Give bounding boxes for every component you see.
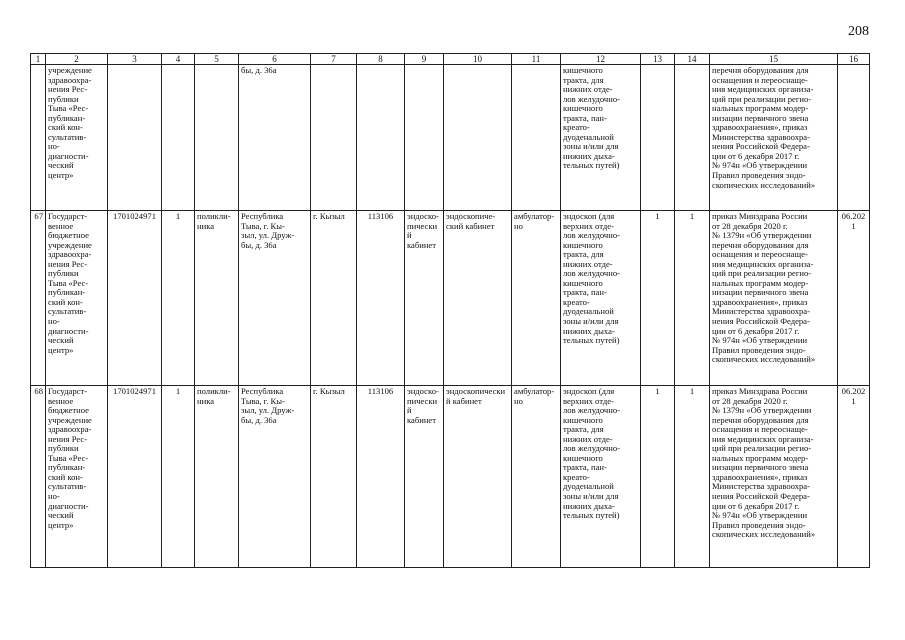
table-cell-col-14: [675, 211, 710, 386]
cell-text: эндоскопический кабинет: [446, 386, 506, 406]
cell-text: 1: [655, 386, 660, 396]
page-number: 208: [848, 24, 869, 39]
cell-text: 06.2021: [841, 386, 866, 406]
table-cell-col-8: [357, 211, 405, 386]
table-cell-col-1: [31, 211, 46, 386]
table-cell-col-4: [162, 211, 195, 386]
column-number-16: 16: [838, 54, 870, 65]
table-cell-col-16: [838, 65, 870, 211]
table-cell-col-15: [710, 65, 838, 211]
cell-text: 1701024971: [113, 211, 156, 221]
table-cell-col-11: [512, 65, 561, 211]
column-number-11: 11: [512, 54, 561, 65]
table-cell-col-6: [239, 65, 311, 211]
column-number-5: 5: [195, 54, 239, 65]
table-cell-col-13: [641, 211, 675, 386]
table-cell-col-15: [710, 386, 838, 568]
table-cell-col-4: [162, 386, 195, 568]
cell-text: эндоскоп (для верхних отде- лов желудочно- кишечного тракта, для нижних отде- лов желудочно- кишечного тракта, пан- креато- дуоденальной зоны и/или для нижних дыха- тельных путей): [563, 386, 621, 521]
cell-text: 67: [34, 211, 43, 221]
table-cell-col-3: [108, 65, 162, 211]
table-cell-col-1: [31, 65, 46, 211]
cell-text: 1701024971: [113, 386, 156, 396]
column-number-15: 15: [710, 54, 838, 65]
table-cell-col-16: [838, 211, 870, 386]
cell-text: бы, д. 36а: [241, 65, 277, 75]
table-cell-col-10: [444, 211, 512, 386]
table-cell-col-12: [561, 65, 641, 211]
table-cell-col-12: [561, 386, 641, 568]
table-cell-col-14: [675, 386, 710, 568]
table-cell-col-7: [311, 65, 357, 211]
column-number-1: 1: [31, 54, 46, 65]
equipment-table: [30, 53, 870, 568]
table-cell-col-14: [675, 65, 710, 211]
table-cell-col-15: [710, 211, 838, 386]
cell-text: 1: [175, 386, 181, 396]
column-number-6: 6: [239, 54, 311, 65]
cell-text: кишечного тракта, для нижних отде- лов желудочно- кишечного тракта, пан- креато- дуоденальной зоны и/или для нижних дыха- тельных путей): [563, 65, 621, 171]
cell-text: 06.2021: [841, 211, 866, 231]
cell-text: эндоско- пический кабинет: [407, 386, 439, 425]
table-cell-col-11: [512, 211, 561, 386]
cell-text: амбулатор- но: [514, 386, 555, 406]
cell-text: 113106: [367, 211, 394, 221]
column-number-12: 12: [561, 54, 641, 65]
cell-text: 113106: [367, 386, 394, 396]
column-number-9: 9: [405, 54, 444, 65]
header-row: [31, 54, 870, 65]
table-cell-col-3: [108, 386, 162, 568]
column-number-3: 3: [108, 54, 162, 65]
cell-text: перечня оборудования для оснащения и переоснаще- ния медицинских организа- ций при реализации регио- нальных программ модер- низации первичного звена здравоохранения», приказ Министерства здравоохра- нения Российской Федера- ции от 6 декабря 2017 г. № 974н «Об утверждении Правил проведения эндо- скопических исследований»: [712, 65, 816, 190]
cell-text: г. Кызыл: [313, 386, 345, 396]
table-row: [31, 65, 870, 211]
column-number-2: 2: [46, 54, 108, 65]
cell-text: амбулатор- но: [514, 211, 555, 231]
table-row: [31, 211, 870, 386]
cell-text: приказ Минздрава России от 28 декабря 2020 г. № 1379н «Об утверждении перечня оборудования для оснащения и переоснаще- ния медицинских организа- ций при реализации регио- нальных программ модер- низации первичного звена здравоохранения», приказ Министерства здравоохра- нения Российской Федера- ции от 6 декабря 2017 г. № 974н «Об утверждении Правил проведения эндо- скопических исследований»: [712, 386, 816, 540]
table-cell-col-8: [357, 386, 405, 568]
column-number-7: 7: [311, 54, 357, 65]
table-cell-col-3: [108, 211, 162, 386]
table-cell-col-2: [46, 211, 108, 386]
table-cell-col-13: [641, 65, 675, 211]
cell-text: поликли- ника: [197, 386, 231, 406]
cell-text: учреждение здравоохра- нения Рес- публики Тыва «Рес- публикан- ский кон- сультатив- но- диагности- ческий центр»: [48, 65, 92, 181]
cell-text: 1: [689, 211, 695, 221]
table-cell-col-1: [31, 386, 46, 568]
table-cell-col-11: [512, 386, 561, 568]
table-row: [31, 386, 870, 568]
column-number-4: 4: [162, 54, 195, 65]
cell-text: 1: [689, 386, 695, 396]
cell-text: Государст- венное бюджетное учреждение здравоохра- нения Рес- публики Тыва «Рес- публикан- ский кон- сультатив- но- диагности- ческий центр»: [48, 386, 92, 530]
cell-text: эндоскоп (для верхних отде- лов желудочно- кишечного тракта, для нижних отде- лов желудочно- кишечного тракта, пан- креато- дуоденальной зоны и/или для нижних дыха- тельных путей): [563, 211, 621, 346]
table-cell-col-10: [444, 65, 512, 211]
table-cell-col-9: [405, 65, 444, 211]
table-cell-col-10: [444, 386, 512, 568]
column-number-13: 13: [641, 54, 675, 65]
table-cell-col-5: [195, 211, 239, 386]
column-number-14: 14: [675, 54, 710, 65]
cell-text: 68: [34, 386, 43, 396]
table-cell-col-5: [195, 65, 239, 211]
column-number-10: 10: [444, 54, 512, 65]
table-cell-col-9: [405, 386, 444, 568]
table-cell-col-6: [239, 211, 311, 386]
table-cell-col-9: [405, 211, 444, 386]
table-cell-col-7: [311, 386, 357, 568]
table-cell-col-6: [239, 386, 311, 568]
table-cell-col-8: [357, 65, 405, 211]
cell-text: 1: [655, 211, 660, 221]
cell-text: приказ Минздрава России от 28 декабря 2020 г. № 1379н «Об утверждении перечня оборудования для оснащения и переоснаще- ния медицинских организа- ций при реализации регио- нальных программ модер- низации первичного звена здравоохранения», приказ Министерства здравоохра- нения Российской Федера- ции от 6 декабря 2017 г. № 974н «Об утверждении Правил проведения эндо- скопических исследований»: [712, 211, 816, 365]
table-cell-col-2: [46, 65, 108, 211]
cell-text: Республика Тыва, г. Кы- зыл, ул. Друж- бы, д. 36а: [241, 386, 295, 425]
column-number-8: 8: [357, 54, 405, 65]
cell-text: Республика Тыва, г. Кы- зыл, ул. Друж- бы, д. 36а: [241, 211, 295, 250]
table-cell-col-5: [195, 386, 239, 568]
cell-text: 1: [175, 211, 181, 221]
cell-text: Государст- венное бюджетное учреждение здравоохра- нения Рес- публики Тыва «Рес- публикан- ский кон- сультатив- но- диагности- ческий центр»: [48, 211, 92, 355]
table-cell-col-12: [561, 211, 641, 386]
cell-text: эндоско- пический кабинет: [407, 211, 439, 250]
cell-text: г. Кызыл: [313, 211, 345, 221]
table-cell-col-16: [838, 386, 870, 568]
table-cell-col-2: [46, 386, 108, 568]
cell-text: поликли- ника: [197, 211, 231, 231]
table-cell-col-4: [162, 65, 195, 211]
cell-text: эндоскопиче- ский кабинет: [446, 211, 496, 231]
table-cell-col-13: [641, 386, 675, 568]
table-cell-col-7: [311, 211, 357, 386]
